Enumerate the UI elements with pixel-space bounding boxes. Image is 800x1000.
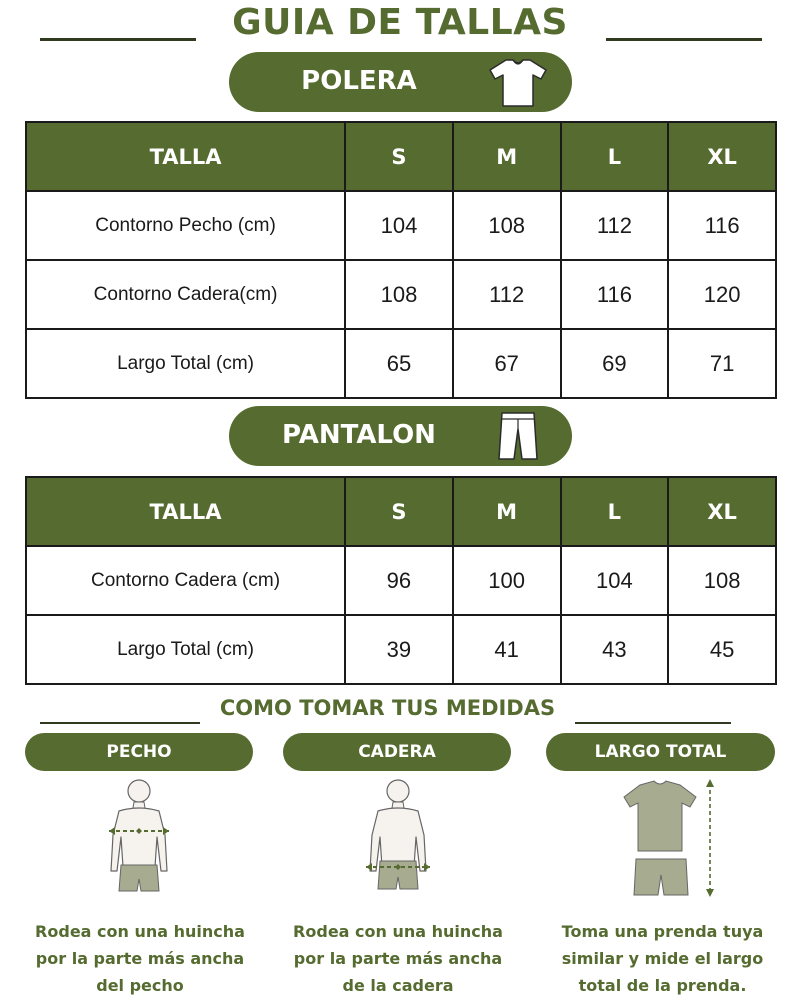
column-header-s: S: [345, 477, 453, 546]
pantalon-section-header: [229, 406, 572, 466]
table-cell: 69: [561, 329, 669, 398]
table-row: [26, 546, 776, 615]
table-row: [26, 615, 776, 684]
table-cell: 108: [668, 546, 776, 615]
measure-label-cadera: CADERA: [283, 733, 511, 771]
column-header-l: L: [561, 122, 669, 191]
table-row: [26, 329, 776, 398]
caption-line: Rodea con una huincha: [35, 922, 245, 941]
table-cell: 108: [453, 191, 561, 260]
measures-section-header: [0, 694, 800, 730]
caption-line: similar y mide el largo: [561, 949, 764, 968]
caption-cadera: [278, 918, 518, 999]
table-header-row: [26, 477, 776, 546]
caption-line: por la parte más ancha: [293, 949, 503, 968]
table-cell: 65: [345, 329, 453, 398]
column-header-s: S: [345, 122, 453, 191]
table-row: [26, 191, 776, 260]
table-cell: 112: [453, 260, 561, 329]
table-cell: 71: [668, 329, 776, 398]
column-header-m: M: [453, 477, 561, 546]
column-header-l: L: [561, 477, 669, 546]
title-divider-right: [606, 38, 762, 41]
pantalon-size-table: [25, 476, 777, 685]
row-label: Largo Total (cm): [26, 615, 345, 684]
polera-label: POLERA: [301, 66, 417, 96]
column-header-m: M: [453, 122, 561, 191]
table-cell: 100: [453, 546, 561, 615]
table-cell: 41: [453, 615, 561, 684]
table-header-row: [26, 122, 776, 191]
polera-size-table: [25, 121, 777, 399]
table-cell: 67: [453, 329, 561, 398]
table-cell: 108: [345, 260, 453, 329]
page-title: GUIA DE TALLAS: [232, 2, 568, 43]
table-cell: 120: [668, 260, 776, 329]
chest-measure-icon: [79, 775, 199, 905]
table-cell: 116: [561, 260, 669, 329]
measures-title: COMO TOMAR TUS MEDIDAS: [219, 696, 556, 720]
table-cell: 45: [668, 615, 776, 684]
pants-icon: [486, 410, 550, 462]
section-divider-right: [575, 722, 731, 724]
caption-line: de la cadera: [342, 976, 454, 995]
measure-label-pecho: PECHO: [25, 733, 253, 771]
polera-section-header: [229, 52, 572, 112]
table-cell: 39: [345, 615, 453, 684]
caption-line: Toma una prenda tuya: [561, 922, 764, 941]
row-label: Contorno Cadera(cm): [26, 260, 345, 329]
measure-label-largo-total: LARGO TOTAL: [546, 733, 775, 771]
caption-largo-total: [540, 918, 785, 999]
title-row: [0, 0, 800, 50]
column-header-xl: XL: [668, 477, 776, 546]
caption-line: por la parte más ancha: [35, 949, 245, 968]
column-header-talla: TALLA: [26, 122, 345, 191]
pantalon-label: PANTALON: [282, 420, 436, 450]
caption-line: del pecho: [96, 976, 184, 995]
table-cell: 43: [561, 615, 669, 684]
caption-pecho: [20, 918, 260, 999]
hip-measure-icon: [338, 775, 458, 905]
table-cell: 104: [345, 191, 453, 260]
table-cell: 112: [561, 191, 669, 260]
caption-line: total de la prenda.: [578, 976, 747, 995]
column-header-xl: XL: [668, 122, 776, 191]
length-measure-icon: [612, 775, 732, 905]
row-label: Contorno Cadera (cm): [26, 546, 345, 615]
row-label: Largo Total (cm): [26, 329, 345, 398]
table-cell: 104: [561, 546, 669, 615]
table-cell: 116: [668, 191, 776, 260]
table-cell: 96: [345, 546, 453, 615]
table-row: [26, 260, 776, 329]
tshirt-icon: [486, 56, 550, 108]
caption-line: Rodea con una huincha: [293, 922, 503, 941]
section-divider-left: [40, 722, 200, 724]
row-label: Contorno Pecho (cm): [26, 191, 345, 260]
column-header-talla: TALLA: [26, 477, 345, 546]
